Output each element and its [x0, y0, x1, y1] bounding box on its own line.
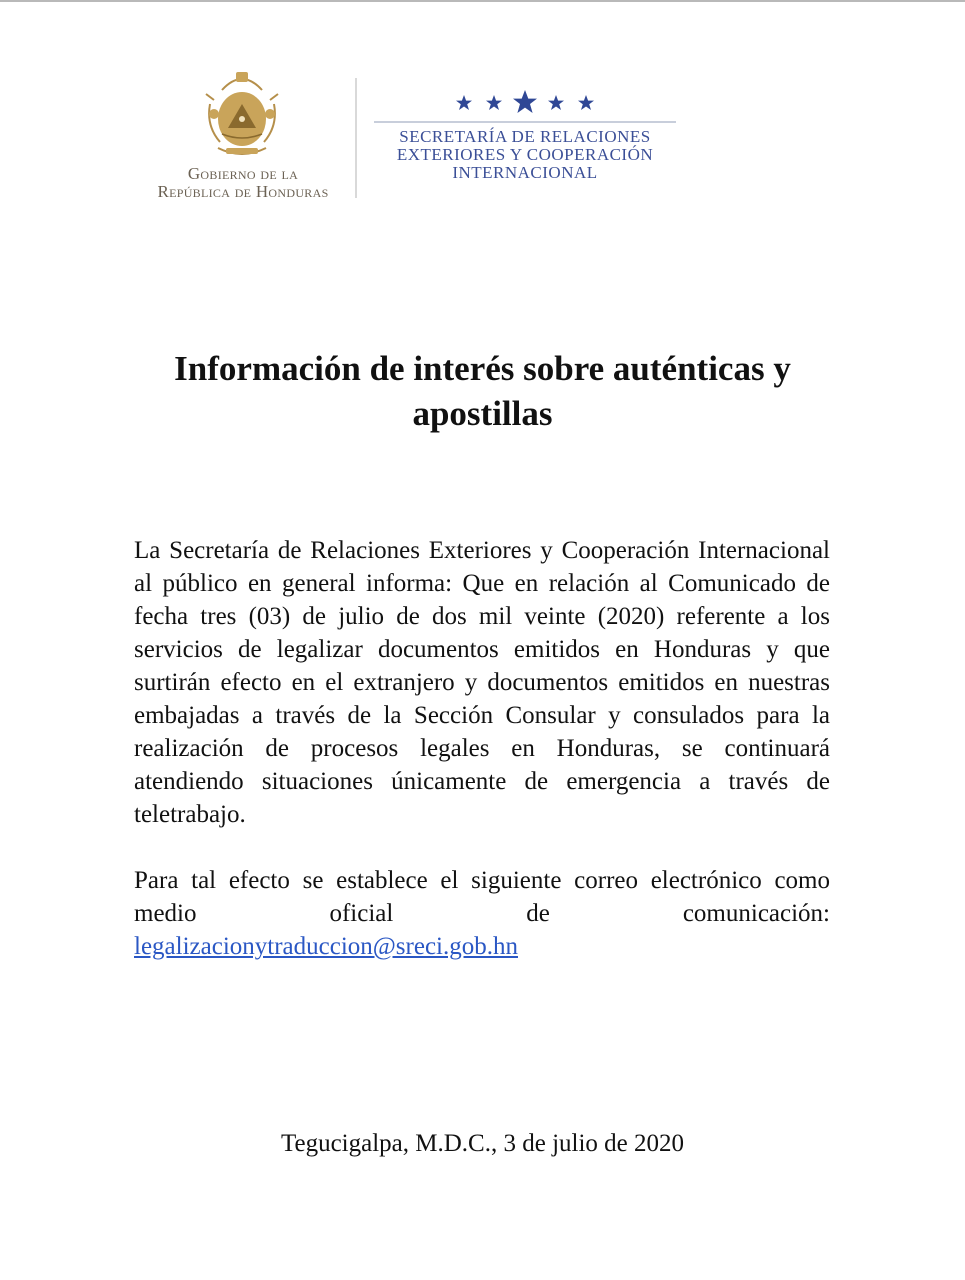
ministry-name-line3: INTERNACIONAL: [452, 163, 598, 182]
government-name-line1: Gobierno de la: [187, 164, 299, 183]
document-body: [134, 534, 830, 963]
document-title-line2: apostillas: [412, 394, 553, 433]
place-date: Tegucigalpa, M.D.C., 3 de julio de 2020: [280, 1130, 685, 1157]
header-divider: [355, 78, 357, 198]
government-name-line2: República de Honduras: [157, 182, 329, 201]
five-stars-icon: [450, 88, 600, 118]
contact-paragraph: [134, 864, 830, 963]
document-title-line1: Información de interés sobre auténticas y: [174, 349, 791, 388]
honduras-coat-of-arms-icon: [200, 64, 284, 164]
document-title: [120, 346, 845, 436]
ministry-name-line2: EXTERIORES Y COOPERACIÓN: [396, 145, 654, 164]
ministry-logo-rule: [374, 121, 676, 123]
announcement-paragraph: La Secretaría de Relaciones Exteriores y Cooperación Internacional al público en general informa: Que en relación al Comunicado de fecha tres (03) de julio de dos mil veinte (2020) referente a los servicios de legalizar documentos emitidos en Honduras y que surtirán efecto en el extranjero y documentos emitidos en nuestras embajadas a través de la Sección Consular y consulados para la realización de procesos legales en Honduras, se continuará atendiendo situaciones únicamente de emergencia a través de teletrabajo.: [134, 537, 830, 828]
top-border: [0, 0, 965, 2]
contact-intro-text: Para tal efecto se establece el siguiente correo electrónico como medio oficial de comunicación:: [134, 867, 830, 927]
government-logo: [140, 60, 346, 205]
ministry-name-line1: SECRETARÍA DE RELACIONES: [399, 127, 651, 146]
ministry-logo: [370, 88, 680, 198]
email-link[interactable]: legalizacionytraduccion@sreci.gob.hn: [134, 933, 518, 960]
